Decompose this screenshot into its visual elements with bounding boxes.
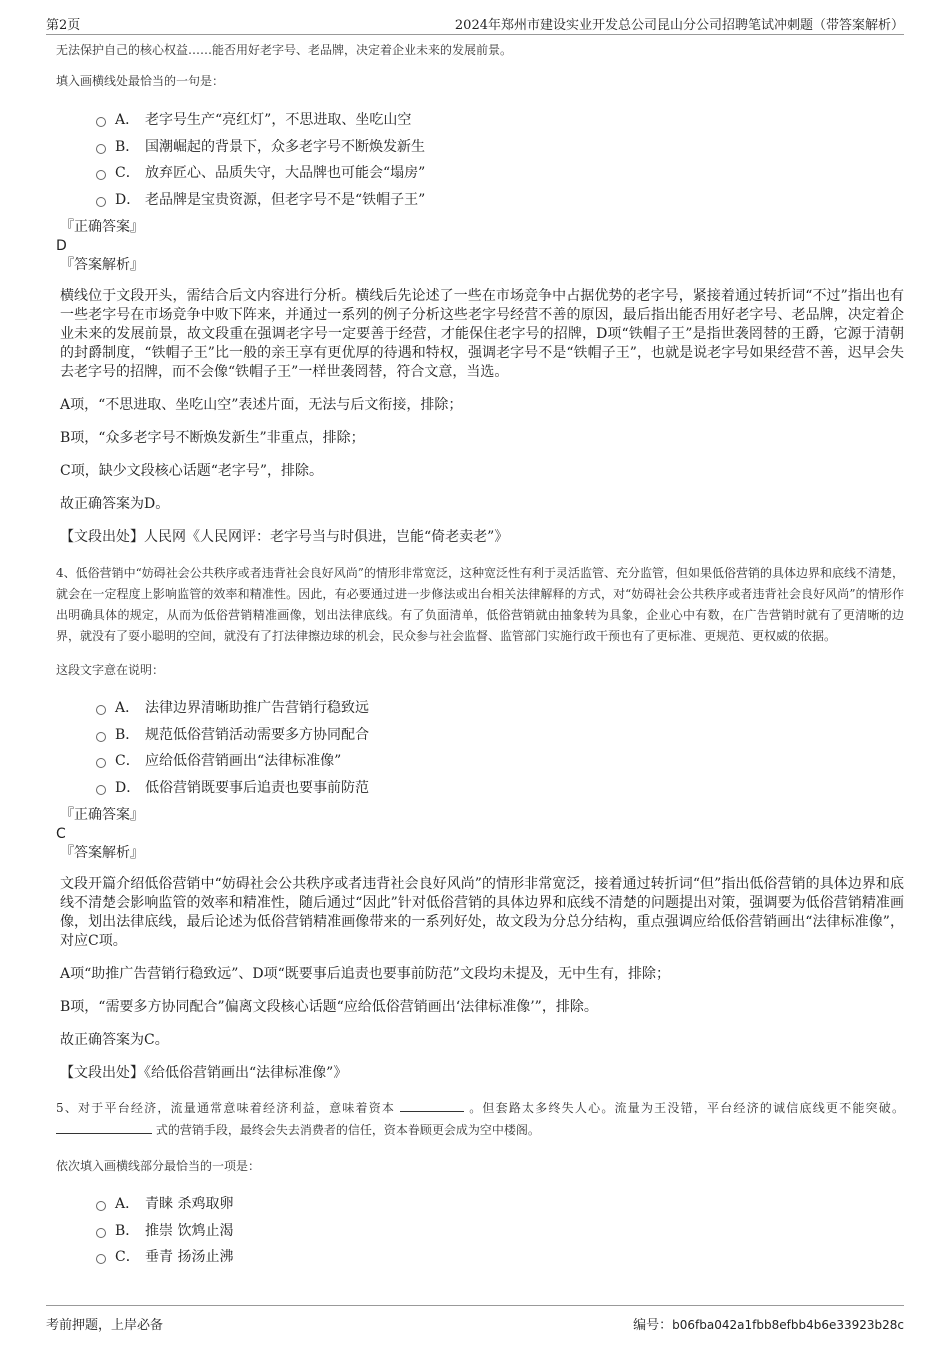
blank-1 bbox=[400, 1097, 464, 1112]
page-header bbox=[46, 12, 904, 35]
page-content bbox=[56, 40, 904, 1276]
q5-prompt: 依次填入画横线部分最恰当的一项是： bbox=[56, 1159, 261, 1173]
q5-stem: 5、对于平台经济，流量通常意味着经济利益，意味着资本 。但套路太多终失人心。流量为王没错，平台经济的诚信底线更不能突破。 式的营销手段，最终会失去消费者的信任，资本眷顾更会成为空中楼阁。 bbox=[56, 1097, 904, 1141]
q4-analysis-ad: A项“助推广告营销行稳致远”、D项“既要事后追责也要事前防范”文段均未提及，无中生有，排除； bbox=[60, 966, 670, 982]
q4-answer-label: 『正确答案』 bbox=[60, 807, 144, 823]
q5-option-b[interactable]: B． 推崇 饮鸩止渴 bbox=[96, 1217, 904, 1244]
q3-option-c[interactable]: C． 放弃匠心、品质失守，大品牌也可能会“塌房” bbox=[96, 159, 904, 186]
q3-options bbox=[96, 106, 904, 212]
option-text: 青睐 杀鸡取卵 bbox=[145, 1196, 234, 1213]
option-text: 规范低俗营销活动需要多方协同配合 bbox=[145, 726, 369, 743]
option-text: 老品牌是宝贵资源，但老字号不是“铁帽子王” bbox=[145, 191, 426, 208]
q4-prompt: 这段文字意在说明： bbox=[56, 663, 165, 677]
radio-icon[interactable] bbox=[96, 758, 106, 768]
q5-option-a[interactable]: A． 青睐 杀鸡取卵 bbox=[96, 1190, 904, 1217]
q3-analysis-b: B项，“众多老字号不断焕发新生”非重点，排除； bbox=[60, 430, 365, 446]
option-text: 老字号生产“亮红灯”，不思进取、坐吃山空 bbox=[145, 112, 412, 129]
radio-icon[interactable] bbox=[96, 1201, 106, 1211]
page-number: 第2页 bbox=[46, 18, 81, 33]
blank-2 bbox=[56, 1119, 152, 1134]
document-title: 2024年郑州市建设实业开发总公司昆山分公司招聘笔试冲刺题（带答案解析） bbox=[454, 18, 904, 33]
q5-option-c[interactable]: C． 垂青 扬汤止沸 bbox=[96, 1243, 904, 1270]
q3-option-d[interactable]: D． 老品牌是宝贵资源，但老字号不是“铁帽子王” bbox=[96, 186, 904, 213]
q4-option-d[interactable]: D． 低俗营销既要事后追责也要事前防范 bbox=[96, 774, 904, 801]
option-text: 应给低俗营销画出“法律标准像” bbox=[145, 753, 342, 770]
option-text: 低俗营销既要事后追责也要事前防范 bbox=[145, 779, 369, 796]
option-text: 国潮崛起的背景下，众多老字号不断焕发新生 bbox=[145, 138, 425, 155]
radio-icon[interactable] bbox=[96, 705, 106, 715]
option-text: 法律边界清晰助推广告营销行稳致远 bbox=[145, 700, 369, 717]
radio-icon[interactable] bbox=[96, 785, 106, 795]
q4-option-b[interactable]: B． 规范低俗营销活动需要多方协同配合 bbox=[96, 721, 904, 748]
q3-answer: D bbox=[56, 238, 67, 254]
q4-option-a[interactable]: A． 法律边界清晰助推广告营销行稳致远 bbox=[96, 694, 904, 721]
q4-analysis-conclusion: 故正确答案为C。 bbox=[60, 1032, 169, 1048]
q3-answer-label: 『正确答案』 bbox=[60, 219, 144, 235]
q4-options bbox=[96, 694, 904, 800]
radio-icon[interactable] bbox=[96, 117, 106, 127]
document-code: 编号：b06fba042a1fbb8efbb4b6e33923b28c bbox=[633, 1318, 904, 1333]
radio-icon[interactable] bbox=[96, 1254, 106, 1264]
q3-option-b[interactable]: B． 国潮崛起的背景下，众多老字号不断焕发新生 bbox=[96, 133, 904, 160]
q4-stem: 4、低俗营销中“妨碍社会公共秩序或者违背社会良好风尚”的情形非常宽泛，这种宽泛性有利于灵活监管、充分监管，但如果低俗营销的具体边界和底线不清楚，就会在一定程度上影响监管的效率和精准性。因此，有必要通过进一步修法或出台相关法律解释的方式，对“妨碍社会公共秩序或者违背社会良好风尚”的情形作出明确具体的规定，从而为低俗营销精准画像，划出法律底线。有了负面清单，低俗营销就由抽象转为具象，企业心中有数，在广告营销时就有了更清晰的边界，就没有了耍小聪明的空间，就没有了打法律擦边球的机会，民众参与社会监督、监管部门实施行政干预也有了更标准、更规范、更权威的依据。 bbox=[56, 566, 904, 643]
q3-prompt: 填入画横线处最恰当的一句是： bbox=[56, 74, 225, 88]
radio-icon[interactable] bbox=[96, 1228, 106, 1238]
q3-lead-text: 无法保护自己的核心权益……能否用好老字号、老品牌，决定着企业未来的发展前景。 bbox=[56, 43, 513, 57]
option-text: 放弃匠心、品质失守，大品牌也可能会“塌房” bbox=[145, 165, 426, 182]
radio-icon[interactable] bbox=[96, 197, 106, 207]
q4-source: 【文段出处】《给低俗营销画出“法律标准像”》 bbox=[60, 1065, 348, 1081]
q4-analysis-b: B项，“需要多方协同配合”偏离文段核心话题“应给低俗营销画出‘法律标准像’”，排除。 bbox=[60, 999, 598, 1015]
option-text: 推崇 饮鸩止渴 bbox=[145, 1222, 234, 1239]
q4-option-c[interactable]: C． 应给低俗营销画出“法律标准像” bbox=[96, 747, 904, 774]
radio-icon[interactable] bbox=[96, 732, 106, 742]
q3-analysis-c: C项，缺少文段核心话题“老字号”，排除。 bbox=[60, 463, 324, 479]
radio-icon[interactable] bbox=[96, 170, 106, 180]
q5-options bbox=[96, 1190, 904, 1270]
footer-slogan: 考前押题，上岸必备 bbox=[46, 1318, 164, 1333]
q4-answer: C bbox=[56, 826, 66, 842]
option-text: 垂青 扬汤止沸 bbox=[145, 1249, 234, 1266]
q4-analysis-main: 文段开篇介绍低俗营销中“妨碍社会公共秩序或者违背社会良好风尚”的情形非常宽泛，接着通过转折词“但”指出低俗营销的具体边界和底线不清楚会影响监管的效率和精准性，随后通过“因此”针对低俗营销的具体边界和底线不清楚的问题提出对策，强调要为低俗营销精准画像，划出法律底线，最后论述为低俗营销精准画像带来的一系列好处，故文段为分总分结构，重点强调应给低俗营销画出“法律标准像”，对应C项。 bbox=[60, 876, 904, 949]
q3-analysis-label: 『答案解析』 bbox=[60, 257, 144, 273]
q3-analysis-main: 横线位于文段开头，需结合后文内容进行分析。横线后先论述了一些在市场竞争中占据优势的老字号，紧接着通过转折词“不过”指出也有一些老字号在市场竞争中败下阵来，并通过一系列的例子分析这些老字号经营不善的原因，最后指出能否用好老字号、老品牌，决定着企业未来的发展前景，故文段重在强调老字号一定要善于经营，才能保住老字号的招牌，D项“铁帽子王”是指世袭罔替的王爵，它源于清朝的封爵制度，“铁帽子王”比一般的亲王享有更优厚的待遇和特权，强调老字号不是“铁帽子王”，也就是说老字号如果经营不善，迟早会失去老字号的招牌，而不会像“铁帽子王”一样世袭罔替，符合文意，当选。 bbox=[60, 288, 904, 380]
page-footer bbox=[46, 1305, 904, 1332]
q3-analysis-a: A项，“不思进取、坐吃山空”表述片面，无法与后文衔接，排除； bbox=[60, 397, 463, 413]
q3-source: 【文段出处】人民网《人民网评：老字号当与时俱进，岂能“倚老卖老”》 bbox=[60, 529, 509, 545]
radio-icon[interactable] bbox=[96, 144, 106, 154]
q3-analysis-conclusion: 故正确答案为D。 bbox=[60, 496, 170, 512]
q3-option-a[interactable]: A． 老字号生产“亮红灯”，不思进取、坐吃山空 bbox=[96, 106, 904, 133]
q4-analysis-label: 『答案解析』 bbox=[60, 845, 144, 861]
